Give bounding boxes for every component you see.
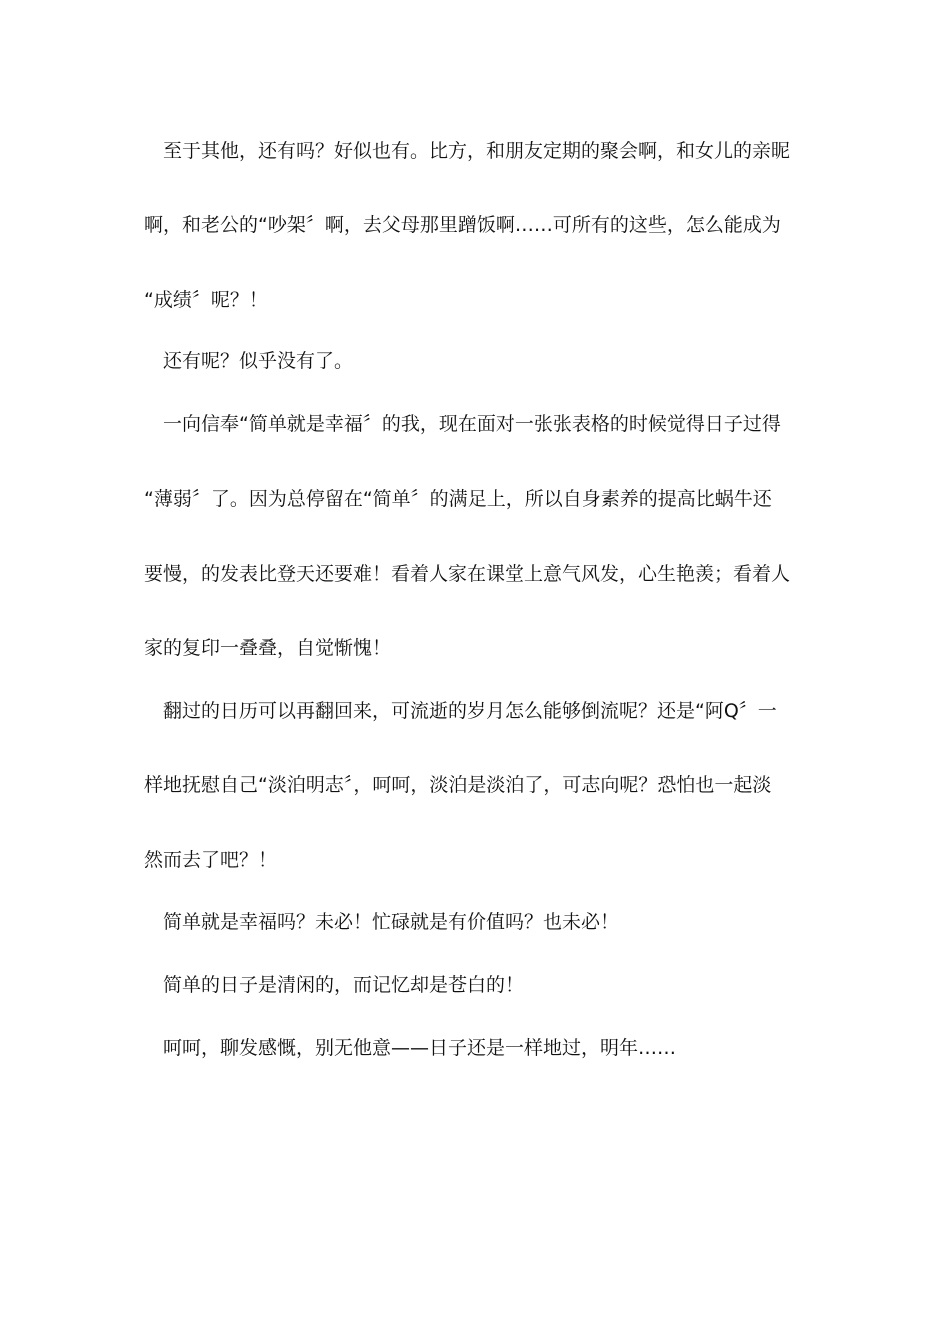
text-line-5: 一向信奉“简单就是幸福〞的我，现在面对一张张表格的时候觉得日子过得 (163, 413, 781, 435)
text-line-10: 样地抚慰自己“淡泊明志〞，呵呵，淡泊是淡泊了，可志向呢？恐怕也一起淡 (144, 774, 772, 796)
text-line-11: 然而去了吧？！ (144, 849, 278, 871)
text-line-14: 呵呵，聊发感慨，别无他意——日子还是一样地过，明年…… (163, 1037, 677, 1059)
text-line-8: 家的复印一叠叠，自觉惭愧！ (144, 637, 392, 659)
text-line-7: 要慢，的发表比登天还要难！看着人家在课堂上意气风发，心生艳羡；看着人 (144, 563, 791, 585)
text-line-9: 翻过的日历可以再翻回来，可流逝的岁月怎么能够倒流呢？还是“阿Q〞一 (163, 700, 777, 722)
text-line-6: “薄弱〞了。因为总停留在“简单〞的满足上，所以自身素养的提高比蜗牛还 (144, 488, 772, 510)
text-line-1: 至于其他，还有吗？好似也有。比方，和朋友定期的聚会啊，和女儿的亲昵 (163, 140, 791, 162)
text-line-2: 啊，和老公的“吵架〞啊，去父母那里蹭饭啊……可所有的这些，怎么能成为 (144, 214, 781, 236)
text-line-4: 还有呢？似乎没有了。 (163, 350, 354, 372)
text-line-3: “成绩〞呢？！ (144, 289, 268, 311)
text-line-12: 简单就是幸福吗？未必！忙碌就是有价值吗？也未必！ (163, 911, 620, 933)
text-line-13: 简单的日子是清闲的，而记忆却是苍白的！ (163, 974, 525, 996)
